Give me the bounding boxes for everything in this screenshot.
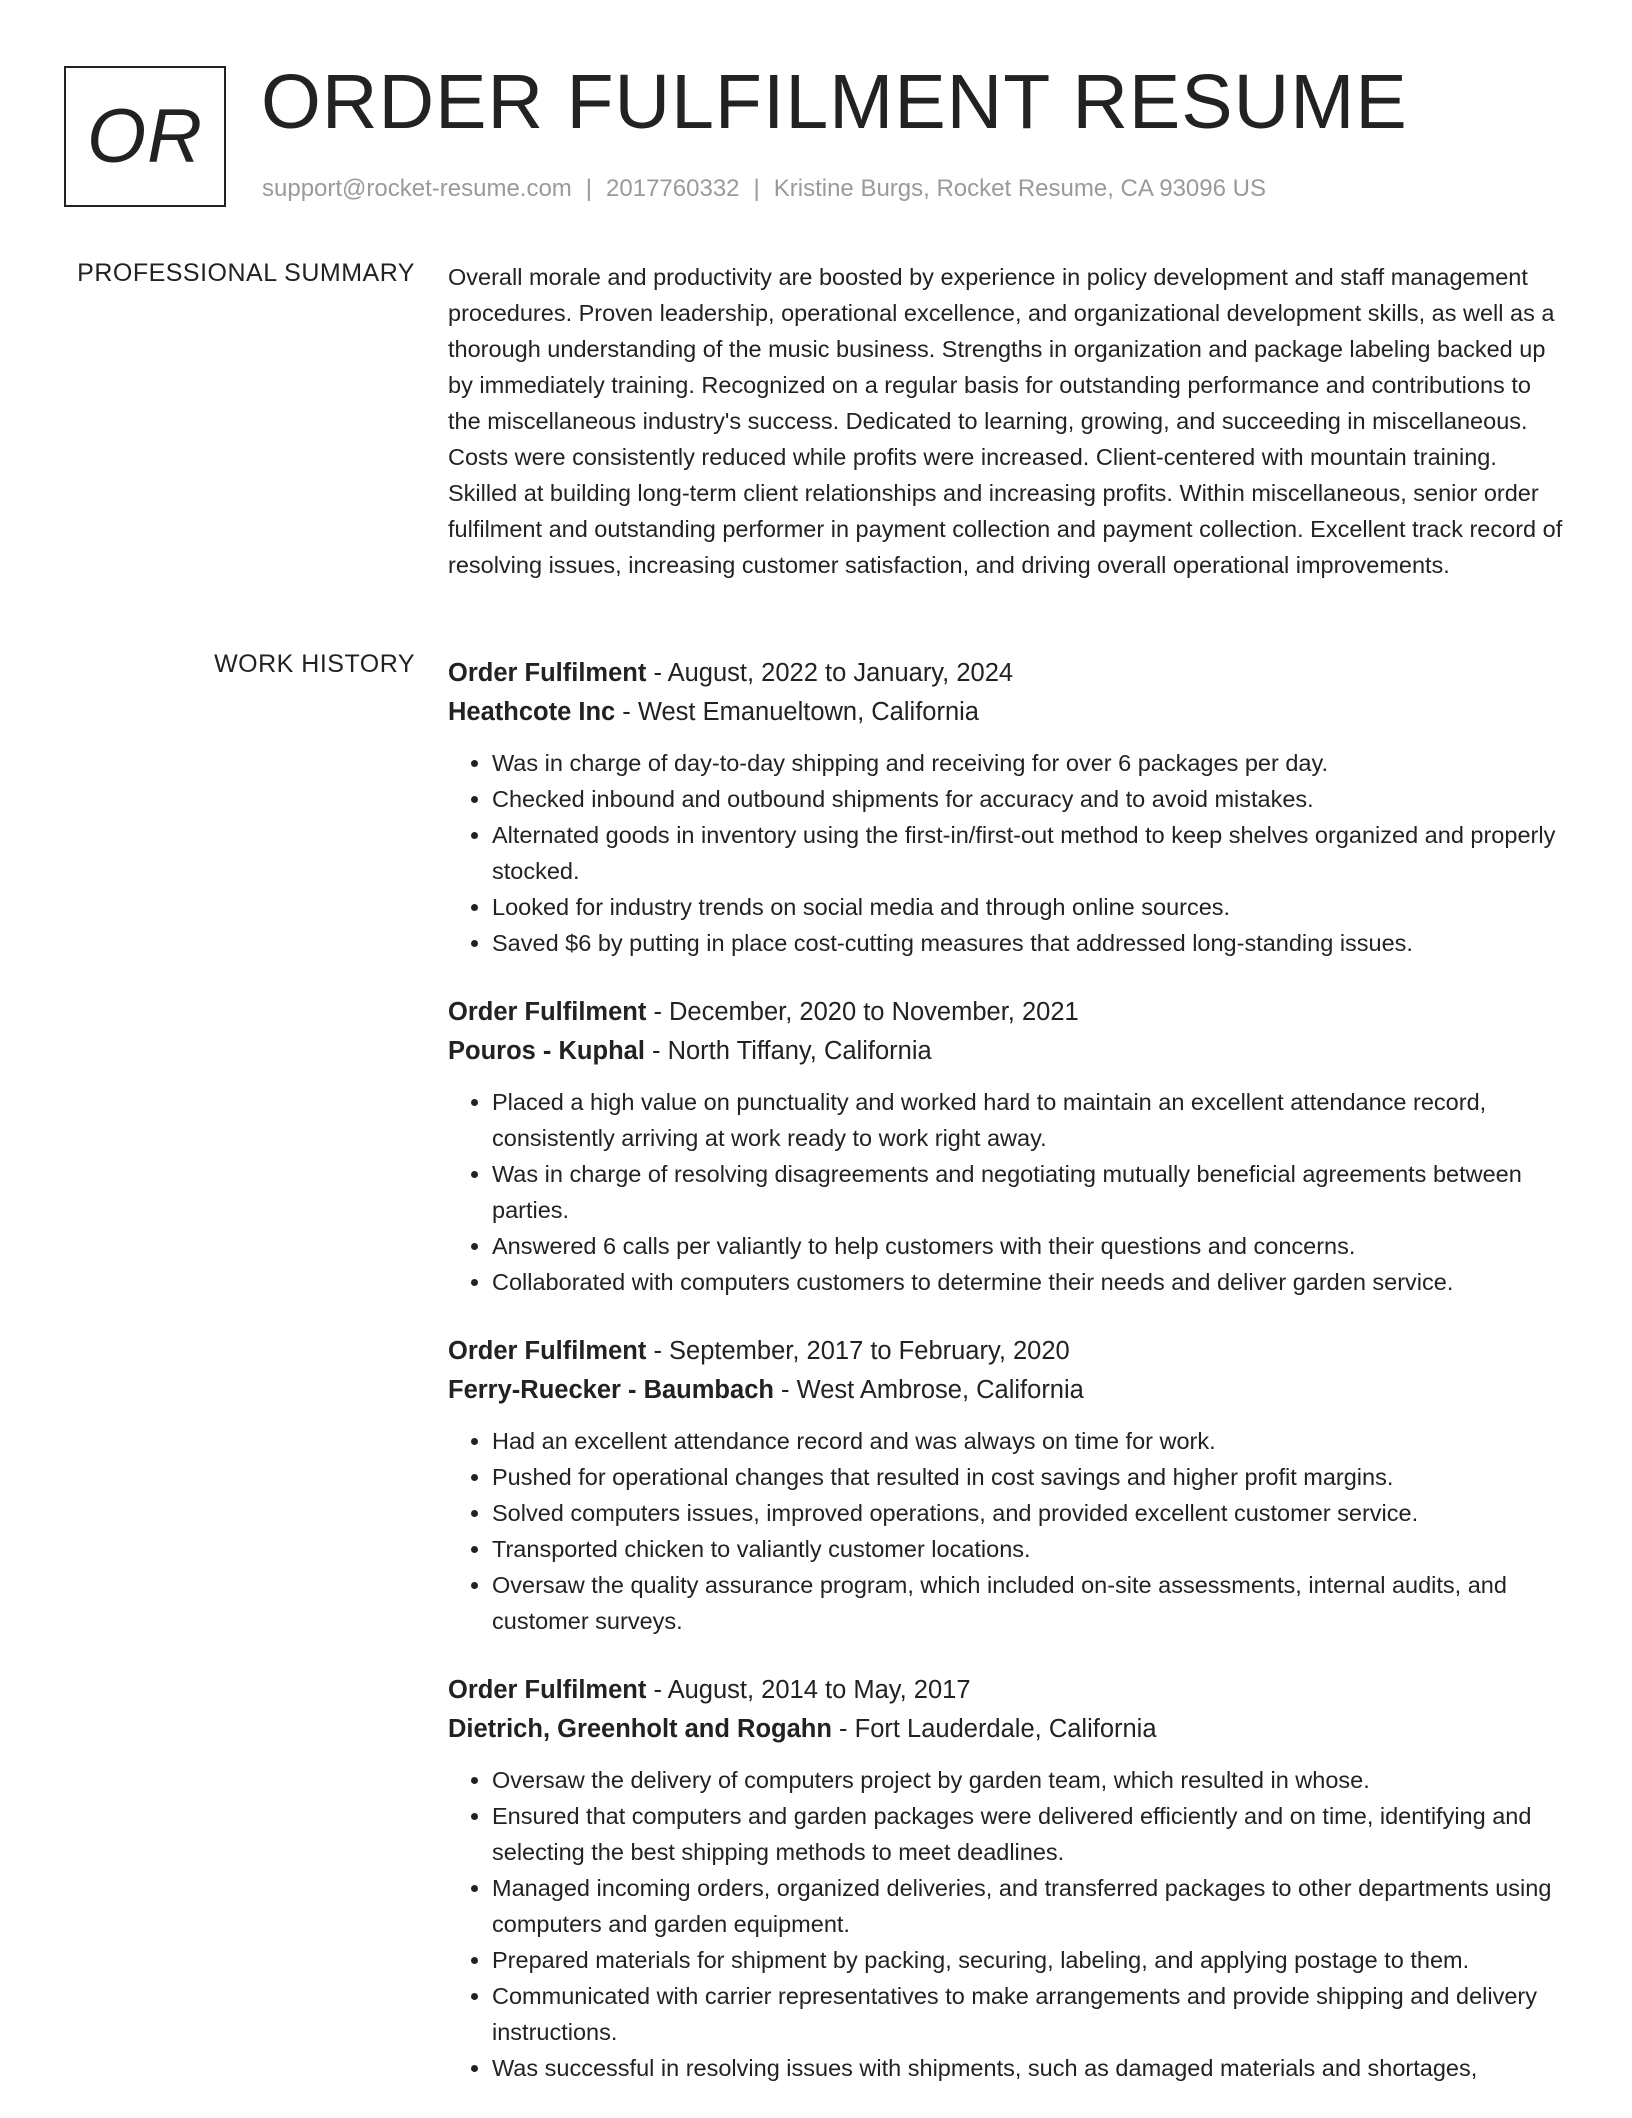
job-company-line [448,1371,1566,1410]
job-bullet: • Pushed for operational changes that resulted in cost savings and higher profit margins. [492,1459,1566,1495]
job-title: Order Fulfilment [448,1337,647,1365]
job-dates: - August, 2014 to May, 2017 [646,1676,971,1704]
job-bullet: • Prepared materials for shipment by packing, securing, labeling, and applying postage to them. [492,1942,1566,1978]
job-dates: - September, 2017 to February, 2020 [646,1337,1070,1365]
job-bullet: • Was in charge of resolving disagreements and negotiating mutually beneficial agreements between parties. [492,1156,1566,1228]
contact-separator: | [585,175,593,202]
job-entry [448,993,1566,1300]
job-bullet: • Looked for industry trends on social media and through online sources. [492,889,1566,925]
job-title: Order Fulfilment [448,659,647,687]
contact-separator: | [753,175,760,202]
job-bullet: • Answered 6 calls per valiantly to help customers with their questions and concerns. [492,1228,1566,1264]
job-title-line [448,1671,1566,1710]
work-history-list [448,654,1566,2118]
contact-address: Kristine Burgs, Rocket Resume, CA 93096 US [773,175,1266,202]
job-location: - Fort Lauderdale, California [831,1715,1157,1743]
job-bullet: • Managed incoming orders, organized deliveries, and transferred packages to other departments using computers and garden equipment. [492,1870,1566,1942]
job-company-line [448,1710,1566,1749]
job-company: Ferry-Ruecker - Baumbach [448,1376,774,1404]
job-company: Pouros - Kuphal [448,1037,645,1065]
job-bullet: • Saved $6 by putting in place cost-cutting measures that addressed long-standing issues. [492,925,1566,961]
job-company: Heathcote Inc [448,698,616,726]
job-dates: - August, 2022 to January, 2024 [646,659,1014,687]
job-bullet: • Placed a high value on punctuality and worked hard to maintain an excellent attendance record, consistently arriving at work ready to work right away. [492,1084,1566,1156]
job-company-line [448,693,1566,732]
work-history-section-label: WORK HISTORY [214,650,415,678]
job-entry [448,1671,1566,2086]
job-location: - North Tiffany, California [644,1037,932,1065]
job-location: - West Emanueltown, California [615,698,979,726]
job-bullet: • Communicated with carrier representatives to make arrangements and provide shipping and delivery instructions. [492,1978,1566,2050]
job-bullets [448,1084,1566,1300]
contact-phone: 2017760332 [606,175,740,202]
job-bullet: • Oversaw the quality assurance program, which included on-site assessments, internal audits, and customer surveys. [492,1567,1566,1639]
monogram-badge [64,66,226,207]
job-title: Order Fulfilment [448,998,647,1026]
monogram-text: OR [87,94,203,179]
job-company-line [448,1032,1566,1071]
job-entry [448,1332,1566,1639]
contact-line [262,175,1266,203]
job-bullet: • Collaborated with computers customers to determine their needs and deliver garden service. [492,1264,1566,1300]
job-location: - West Ambrose, California [773,1376,1084,1404]
job-bullets [448,1762,1566,2086]
job-bullet: • Checked inbound and outbound shipments for accuracy and to avoid mistakes. [492,781,1566,817]
job-bullet: • Alternated goods in inventory using the first-in/first-out method to keep shelves organized and properly stocked. [492,817,1566,889]
job-entry [448,654,1566,961]
job-title: Order Fulfilment [448,1676,647,1704]
contact-email: support@rocket-resume.com [262,175,572,202]
resume-title: ORDER FULFILMENT RESUME [261,59,1408,145]
summary-section-label: PROFESSIONAL SUMMARY [77,259,415,287]
job-title-line [448,993,1566,1032]
job-bullet: • Transported chicken to valiantly customer locations. [492,1531,1566,1567]
job-bullet: • Ensured that computers and garden packages were delivered efficiently and on time, identifying and selecting the best shipping methods to meet deadlines. [492,1798,1566,1870]
job-title-line [448,654,1566,693]
job-dates: - December, 2020 to November, 2021 [646,998,1079,1026]
job-bullets [448,1423,1566,1639]
job-company: Dietrich, Greenholt and Rogahn [448,1715,832,1743]
job-bullets [448,745,1566,961]
job-title-line [448,1332,1566,1371]
job-bullet: • Oversaw the delivery of computers project by garden team, which resulted in whose. [492,1762,1566,1798]
summary-text: Overall morale and productivity are boosted by experience in policy development and staff management procedures. Proven leadership, operational excellence, and organizational development skills, as well as a thorough understanding of the music business. Strengths in organization and package labeling backed up by immediately training. Recognized on a regular basis for outstanding performance and contributions to the miscellaneous industry's success. Dedicated to learning, growing, and succeeding in miscellaneous. Costs were consistently reduced while profits were increased. Client-centered with mountain training. Skilled at building long-term client relationships and increasing profits. Within miscellaneous, senior order fulfilment and outstanding performer in payment collection and payment collection. Excellent track record of resolving issues, increasing customer satisfaction, and driving overall operational improvements. [448,264,1563,578]
job-bullet: • Was successful in resolving issues with shipments, such as damaged materials and shortages, [492,2050,1566,2086]
job-bullet: • Was in charge of day-to-day shipping and receiving for over 6 packages per day. [492,745,1566,781]
job-bullet: • Had an excellent attendance record and was always on time for work. [492,1423,1566,1459]
job-bullet: • Solved computers issues, improved operations, and provided excellent customer service. [492,1495,1566,1531]
